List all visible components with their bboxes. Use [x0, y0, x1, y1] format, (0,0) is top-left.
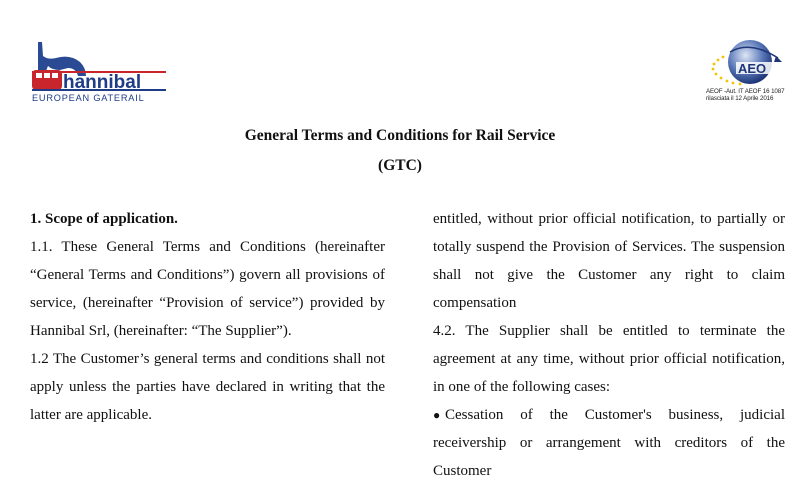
left-column: [30, 205, 385, 429]
document-title: General Terms and Conditions for Rail Service: [244, 127, 556, 144]
aeo-globe-icon: [700, 38, 792, 88]
aeo-caption-line1: AEOF -Aut. IT AEOF 16 1087: [706, 88, 785, 95]
hannibal-tagline: EUROPEAN GATERAIL: [32, 93, 145, 102]
bullet-text: Cessation of the Customer's business, judicial receivership or arrangement with creditors of the Customer: [433, 407, 785, 479]
paragraph-4-1-continued: entitled, without prior official notification, to partially or totally suspend the Provision of Services. The suspension shall not give the Customer any right to claim compensation: [433, 211, 785, 311]
document-subtitle: (GTC): [378, 157, 422, 174]
bullet-item: [433, 401, 785, 485]
bullet-icon: ●: [433, 408, 441, 422]
svg-text:AEO: AEO: [738, 61, 767, 76]
hannibal-logo: [30, 40, 170, 102]
paragraph-1-1: 1.1. These General Terms and Conditions (hereinafter “General Terms and Conditions”) govern all provisions of service, (hereinafter “Provision of service”) provided by Hannibal Srl, (hereinafter: “The Supplier”).: [30, 239, 385, 339]
aeo-caption-line2: rilasciata il 12 Aprile 2016: [706, 95, 774, 102]
hannibal-elephant-train-icon: [30, 40, 170, 102]
paragraph-4-2: 4.2. The Supplier shall be entitled to terminate the agreement at any time, without prior official notification, in one of the following cases:: [433, 323, 785, 395]
paragraph-1-2: 1.2 The Customer’s general terms and conditions shall not apply unless the parties have declared in writing that the latter are applicable.: [30, 351, 385, 423]
aeo-certificate-caption: [706, 88, 800, 102]
right-column: [433, 205, 785, 485]
hannibal-wordmark: hannibal: [63, 72, 142, 93]
section-heading: 1. Scope of application.: [30, 211, 178, 227]
